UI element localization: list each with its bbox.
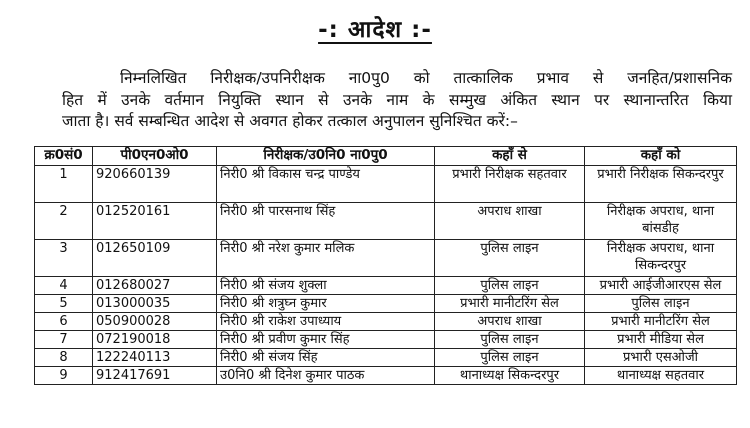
transfer-table <box>34 146 737 385</box>
cell-serial: 9 <box>35 367 93 385</box>
cell-from: अपराध शाखा <box>435 203 585 240</box>
cell-pno: 012680027 <box>93 277 217 295</box>
cell-serial: 3 <box>35 240 93 277</box>
cell-to: निरीक्षक अपराध, थाना बांसडीह <box>585 203 737 240</box>
cell-officer-name: निरी0 श्री पारसनाथ सिंह <box>217 203 435 240</box>
cell-to: प्रभारी आईजीआरएस सेल <box>585 277 737 295</box>
cell-to: निरीक्षक अपराध, थाना सिकन्दरपुर <box>585 240 737 277</box>
cell-pno: 122240113 <box>93 349 217 367</box>
cell-serial: 1 <box>35 166 93 203</box>
table-row <box>35 313 737 331</box>
cell-to: थानाध्यक्ष सहतवार <box>585 367 737 385</box>
paragraph-line-2: हित में उनके वर्तमान नियुक्ति स्थान से उनके नाम के सम्मुख अंकित स्थान पर स्थानान्तरित किया <box>62 90 732 109</box>
cell-to: प्रभारी मीडिया सेल <box>585 331 737 349</box>
table-row <box>35 203 737 240</box>
cell-officer-name: निरी0 श्री प्रवीण कुमार सिंह <box>217 331 435 349</box>
header-to: कहाँ को <box>585 147 737 166</box>
cell-pno: 912417691 <box>93 367 217 385</box>
cell-pno: 013000035 <box>93 295 217 313</box>
cell-officer-name: निरी0 श्री नरेश कुमार मलिक <box>217 240 435 277</box>
table-row <box>35 331 737 349</box>
cell-officer-name: निरी0 श्री शत्रुघ्न कुमार <box>217 295 435 313</box>
cell-to: पुलिस लाइन <box>585 295 737 313</box>
cell-pno: 920660139 <box>93 166 217 203</box>
order-paragraph <box>62 68 732 133</box>
cell-from: थानाध्यक्ष सिकन्दरपुर <box>435 367 585 385</box>
cell-serial: 4 <box>35 277 93 295</box>
cell-officer-name: निरी0 श्री राकेश उपाध्याय <box>217 313 435 331</box>
header-from: कहाँ से <box>435 147 585 166</box>
cell-serial: 7 <box>35 331 93 349</box>
cell-to: प्रभारी एसओजी <box>585 349 737 367</box>
header-officer-name: निरीक्षक/उ0नि0 ना0पु0 <box>217 147 435 166</box>
cell-serial: 6 <box>35 313 93 331</box>
table-row <box>35 240 737 277</box>
table-row <box>35 367 737 385</box>
cell-serial: 8 <box>35 349 93 367</box>
cell-to: प्रभारी निरीक्षक सिकन्दरपुर <box>585 166 737 203</box>
cell-pno: 050900028 <box>93 313 217 331</box>
cell-from: प्रभारी मानीटरिंग सेल <box>435 295 585 313</box>
header-serial: क्र0सं0 <box>35 147 93 166</box>
cell-from: पुलिस लाइन <box>435 331 585 349</box>
cell-from: पुलिस लाइन <box>435 240 585 277</box>
cell-from: प्रभारी निरीक्षक सहतवार <box>435 166 585 203</box>
cell-serial: 2 <box>35 203 93 240</box>
cell-to: प्रभारी मानीटरिंग सेल <box>585 313 737 331</box>
cell-officer-name: निरी0 श्री संजय सिंह <box>217 349 435 367</box>
table-row <box>35 349 737 367</box>
cell-from: पुलिस लाइन <box>435 277 585 295</box>
cell-from: पुलिस लाइन <box>435 349 585 367</box>
cell-from: अपराध शाखा <box>435 313 585 331</box>
cell-officer-name: निरी0 श्री विकास चन्द्र पाण्डेय <box>217 166 435 203</box>
paragraph-line-3: जाता है। सर्व सम्बन्धित आदेश से अवगत होकर तत्काल अनुपालन सुनिश्चित करें:– <box>62 112 518 130</box>
paragraph-line-1: निम्नलिखित निरीक्षक/उपनिरीक्षक ना0पु0 को तात्कालिक प्रभाव से जनहित/प्रशासनिक <box>120 69 732 87</box>
table-row <box>35 277 737 295</box>
table-row <box>35 166 737 203</box>
cell-serial: 5 <box>35 295 93 313</box>
cell-pno: 072190018 <box>93 331 217 349</box>
table-header-row <box>35 147 737 166</box>
header-pno: पी0एन0ओ0 <box>93 147 217 166</box>
cell-officer-name: निरी0 श्री संजय शुक्ला <box>217 277 435 295</box>
table-row <box>35 295 737 313</box>
cell-pno: 012520161 <box>93 203 217 240</box>
cell-officer-name: उ0नि0 श्री दिनेश कुमार पाठक <box>217 367 435 385</box>
order-title: -: आदेश :- <box>318 17 432 43</box>
cell-pno: 012650109 <box>93 240 217 277</box>
